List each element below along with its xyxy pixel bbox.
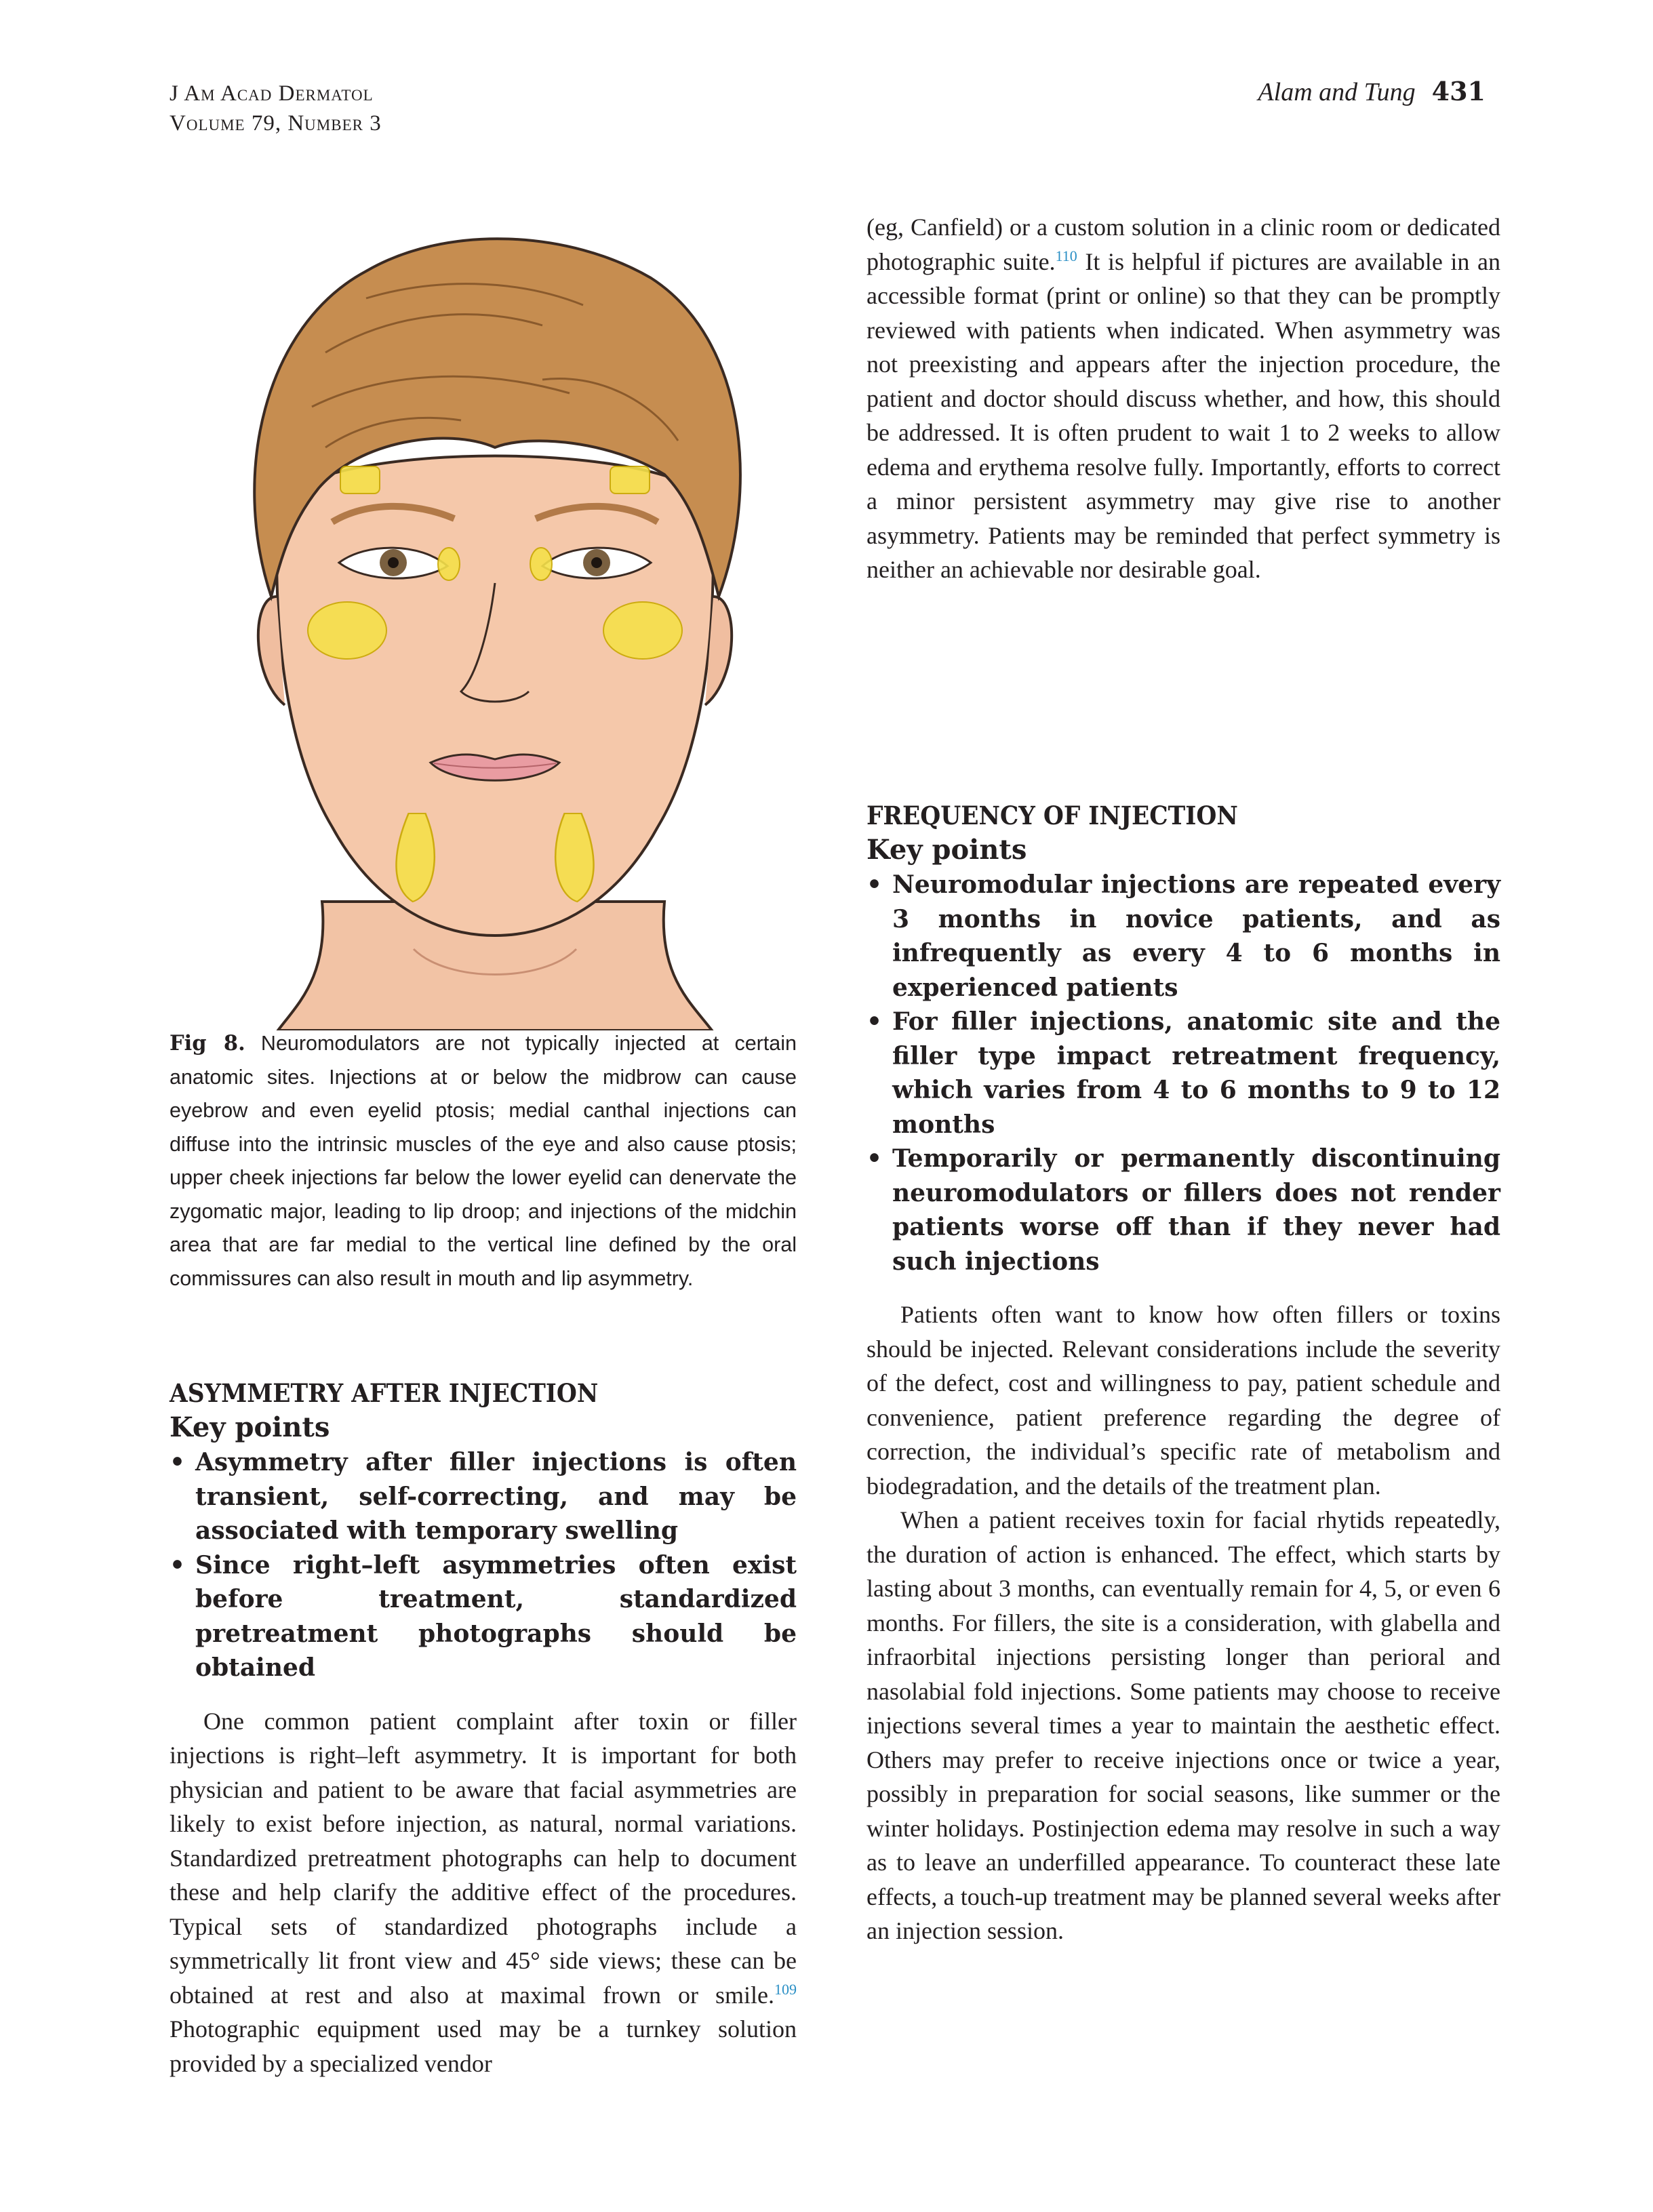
keypoint: • Temporarily or permanently discontinuing neuromodulators or fillers does not render patients worse off than if they never had such injections bbox=[867, 1142, 1500, 1279]
caption-text: Neuromodulators are not typically injected at certain anatomic sites. Injections at or below the midbrow can cause eyebrow and even eyelid ptosis; medial canthal injections can diffuse into the intrinsic muscles of the eye and also cause ptosis; upper cheek injections far below the lower eyelid can denervate the zygomatic major, leading to lip droop; and injections of the midchin area that are far medial to the vertical line defined by the oral commissures can also result in mouth and lip asymmetry. bbox=[170, 1032, 797, 1290]
citation-link[interactable]: 110 bbox=[1055, 247, 1077, 264]
journal-name: J Am Acad Dermatol bbox=[170, 81, 374, 106]
medial-canthal-marker-left bbox=[530, 548, 552, 580]
citation-link[interactable]: 109 bbox=[774, 1980, 797, 1998]
keypoints-heading: Key points bbox=[170, 1411, 330, 1443]
keypoints-list bbox=[867, 868, 1500, 1279]
running-header-journal bbox=[170, 79, 382, 138]
section-frequency bbox=[867, 799, 1500, 1948]
midbrow-marker-right bbox=[340, 466, 380, 494]
keypoint: • Neuromodular injections are repeated every 3 months in novice patients, and as infrequently as every 4 to 6 months in experienced patients bbox=[867, 868, 1500, 1005]
section-title: ASYMMETRY AFTER INJECTION bbox=[170, 1378, 599, 1408]
section-title: FREQUENCY OF INJECTION bbox=[867, 801, 1238, 830]
upper-cheek-marker-right bbox=[308, 602, 386, 659]
journal-volume: Volume 79, Number 3 bbox=[170, 111, 382, 136]
right-column-continuation bbox=[867, 210, 1500, 587]
paragraph: One common patient complaint after toxin or filler injections is right–left asymmetry. It is important for both physician and patient to be aware that facial asymmetries are likely to exist before injection, as natural, normal variations. Standardized pretreatment photographs can help to document these and help clarify the additive effect of the procedures. Typical sets of standardized photographs include a symmetrically lit front view and 45° side views; these can be obtained at rest and also at maximal frown or smile.$^{109}$ Photographic equipment used may be a turnkey solution provided by a specialized vendor bbox=[170, 1707, 797, 2077]
authors: Alam and Tung bbox=[1258, 78, 1416, 106]
paragraph: When a patient receives toxin for facial rhytids repeatedly, the duration of action is enhanced. The effect, which starts by lasting about 3 months, can eventually remain for 4, 5, or even 6 months. For fillers, the site is a consideration, with glabella and infraorbital injections persisting longer than perioral and nasolabial fold injections. Some patients may choose to receive injections several times a year to maintain the aesthetic effect. Others may prefer to receive injections once or twice a year, possibly in preparation for social seasons, like summer or the winter holidays. Postinjection edema may resolve in such a way as to leave an underfilled appearance. To counteract these late effects, a touch-up treatment may be planned several weeks after an injection session. bbox=[867, 1506, 1500, 1944]
medial-canthal-marker-right bbox=[438, 548, 460, 580]
keypoint: • For filler injections, anatomic site and the filler type impact retreatment frequency, which varies from 4 to 6 months to 9 to 12 months bbox=[867, 1005, 1500, 1142]
keypoint: • Asymmetry after filler injections is often transient, self-correcting, and may be associated with temporary swelling bbox=[170, 1445, 797, 1548]
paragraph: (eg, Canfield) or a custom solution in a clinic room or dedicated photographic suite.$^{110}$ It is helpful if pictures are available in an accessible format (print or online) so that they can be promptly reviewed with patients when indicated. When asymmetry was not preexisting and appears after the injection procedure, the patient and doctor should discuss whether, and how, this should be addressed. It is often prudent to wait 1 to 2 weeks to allow edema and erythema resolve fully. Importantly, efforts to correct a minor persistent asymmetry may give rise to another asymmetry. Patients may be reminded that perfect symmetry is neither an achievable nor desirable goal. bbox=[867, 214, 1500, 583]
keypoints-list bbox=[170, 1445, 797, 1685]
face bbox=[277, 456, 713, 936]
paragraph: Patients often want to know how often fillers or toxins should be injected. Relevant considerations include the severity of the defect, cost and willingness to pay, patient schedule and convenience, patient preference regarding the degree of correction, the individual’s specific rate of metabolism and biodegradation, and the details of the treatment plan. bbox=[867, 1301, 1500, 1500]
face-illustration bbox=[190, 217, 800, 1030]
figure-8-illustration bbox=[190, 217, 800, 1030]
section-asymmetry bbox=[170, 1376, 797, 2080]
upper-cheek-marker-left bbox=[603, 602, 682, 659]
caption-label: Fig 8. bbox=[170, 1031, 245, 1055]
keypoints-heading: Key points bbox=[867, 834, 1027, 866]
page-number: 431 bbox=[1431, 76, 1486, 106]
running-header-authors bbox=[1258, 76, 1486, 107]
midbrow-marker-left bbox=[610, 466, 650, 494]
figure-8-caption bbox=[170, 1027, 797, 1295]
keypoint: • Since right–left asymmetries often exist before treatment, standardized pretreatment photographs should be obtained bbox=[170, 1548, 797, 1685]
